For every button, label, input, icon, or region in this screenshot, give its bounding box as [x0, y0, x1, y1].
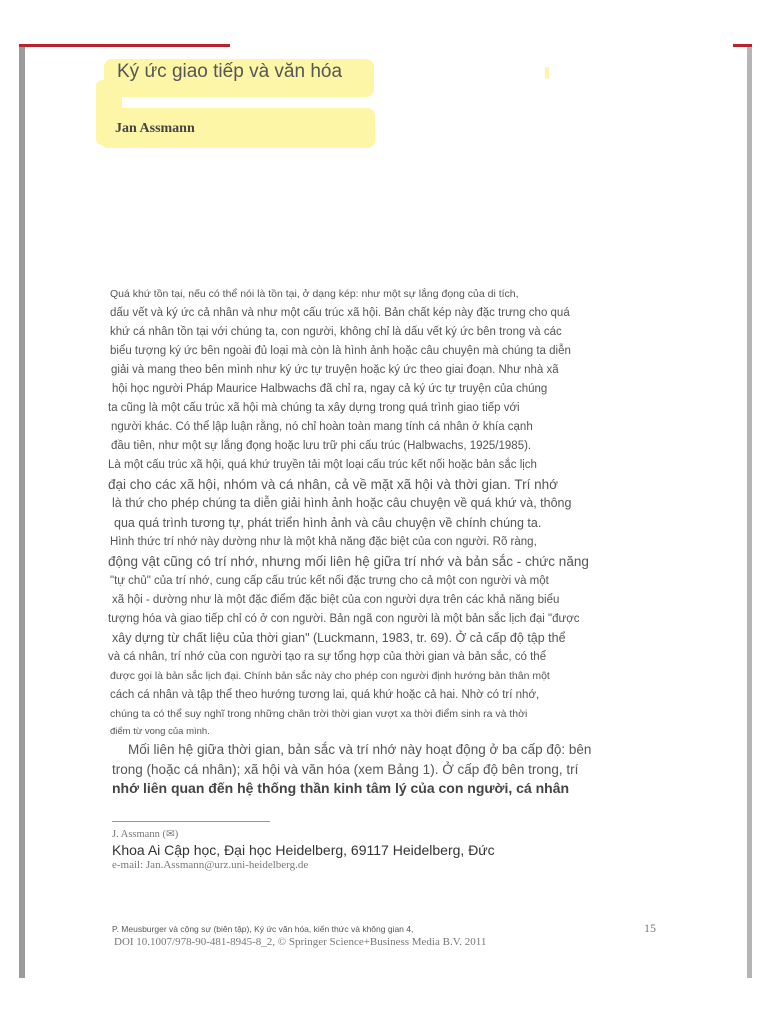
- text-line: hội học người Pháp Maurice Halbwachs đã chỉ ra, ngay cả ký ức tự truyện của chúng: [112, 382, 548, 395]
- text-line: cách cá nhân và tập thể theo hướng tương lai, quá khứ hoặc cả hai. Nhờ có trí nhớ,: [110, 688, 540, 701]
- text-line: giải và mang theo bên mình như ký ức tự truyện hoặc ký ức theo giai đoạn. Như nhà xã: [111, 363, 559, 376]
- footnote-author: J. Assmann (✉): [112, 829, 179, 840]
- text-line: qua quá trình tương tự, phát triển hình ảnh và câu chuyện về chính chúng ta.: [114, 515, 542, 530]
- text-line: biểu tượng ký ức bên ngoài đủ loại mà còn là hình ảnh hoặc câu chuyện mà chúng ta diễn: [110, 344, 571, 357]
- text-line: trong (hoặc cá nhân); xã hội và văn hóa (xem Bảng 1). Ở cấp độ bên trong, trí: [112, 761, 579, 777]
- text-line: xã hội - dường như là một đặc điểm đặc biệt của con người dựa trên các khả năng biểu: [112, 593, 560, 606]
- text-line: Mối liên hệ giữa thời gian, bản sắc và trí nhớ này hoạt động ở ba cấp độ: bên: [128, 742, 592, 757]
- left-scrollbar-edge: [19, 46, 25, 978]
- top-accent-bar-right: [733, 44, 752, 47]
- text-line: dấu vết và ký ức cả nhân và như một cấu trúc xã hội. Bản chất kép này đặc trưng cho quá: [110, 306, 570, 319]
- text-line: là thứ cho phép chúng ta diễn giải hình ảnh hoặc câu chuyện về quá khứ và, thông: [112, 496, 572, 510]
- text-line: nhớ liên quan đến hệ thống thần kinh tâm lý của con người, cá nhân: [112, 780, 570, 796]
- text-line: "tự chủ" của trí nhớ, cung cấp cấu trúc kết nối đặc trưng cho cả một con người và một: [110, 574, 549, 587]
- body-text: [108, 285, 653, 799]
- footnote-divider: [112, 821, 270, 822]
- text-line: tượng hóa và giao tiếp chỉ có ở con người. Bản ngã con người là một bản sắc lịch đại "được: [108, 612, 580, 625]
- right-page-edge: [747, 46, 752, 978]
- text-line: đại cho các xã hội, nhóm và cá nhân, cả về mặt xã hội và thời gian. Trí nhớ: [108, 476, 558, 492]
- text-line: khứ cá nhân tồn tại với chúng ta, con người, không chỉ là dấu vết ký ức bên trong và các: [110, 325, 562, 338]
- text-line: xây dựng từ chất liệu của thời gian" (Luckmann, 1983, tr. 69). Ở cả cấp độ tập thể: [112, 630, 566, 645]
- document-author: Jan Assmann: [115, 121, 195, 136]
- text-line: đầu tiên, như một sự lắng đọng hoặc lưu trữ phi cấu trúc (Halbwachs, 1925/1985).: [111, 439, 532, 452]
- text-line: Quá khứ tồn tại, nếu có thể nói là tồn tại, ở dạng kép: như một sự lắng đọng của di tích,: [110, 288, 519, 300]
- footer-citation: P. Meusburger và cộng sự (biên tập), Ký ức văn hóa, kiến thức và không gian 4,: [112, 924, 414, 934]
- text-line: được gọi là bản sắc lịch đại. Chính bản sắc này cho phép con người định hướng bản thân một: [110, 670, 550, 682]
- document-title: Ký ức giao tiếp và văn hóa: [117, 61, 343, 82]
- footnote-affiliation: Khoa Ai Cập học, Đại học Heidelberg, 69117 Heidelberg, Đức: [112, 842, 495, 858]
- text-line: người khác. Có thể lập luận rằng, nó chỉ hoàn toàn mang tính cá nhân ở khía cạnh: [111, 420, 533, 433]
- highlight-mark: [545, 67, 549, 79]
- text-line: điểm từ vong của mình.: [110, 726, 210, 737]
- footer-doi: DOI 10.1007/978-90-481-8945-8_2, © Springer Science+Business Media B.V. 2011: [114, 936, 487, 948]
- text-line: chúng ta có thể suy nghĩ trong những chân trời thời gian vượt xa thời điểm sinh ra và thời: [110, 707, 528, 720]
- top-accent-bar: [19, 44, 230, 47]
- text-line: ta cũng là một cấu trúc xã hội mà chúng ta xây dựng trong quá trình giao tiếp với: [108, 401, 520, 414]
- footnote-email: e-mail: Jan.Assmann@urz.uni-heidelberg.de: [112, 859, 309, 871]
- text-line: Hình thức trí nhớ này dường như là một khả năng đặc biệt của con người. Rõ ràng,: [110, 536, 537, 548]
- page-number: 15: [644, 921, 656, 935]
- text-line: và cá nhân, trí nhớ của con người tạo ra sự tổng hợp của thời gian và bản sắc, có thể: [108, 651, 547, 663]
- text-line: động vật cũng có trí nhớ, nhưng mối liên hệ giữa trí nhớ và bản sắc - chức năng: [108, 554, 589, 569]
- text-line: Là một cấu trúc xã hội, quá khứ truyền tải một loại cấu trúc kết nối hoặc bản sắc lịch: [108, 458, 537, 471]
